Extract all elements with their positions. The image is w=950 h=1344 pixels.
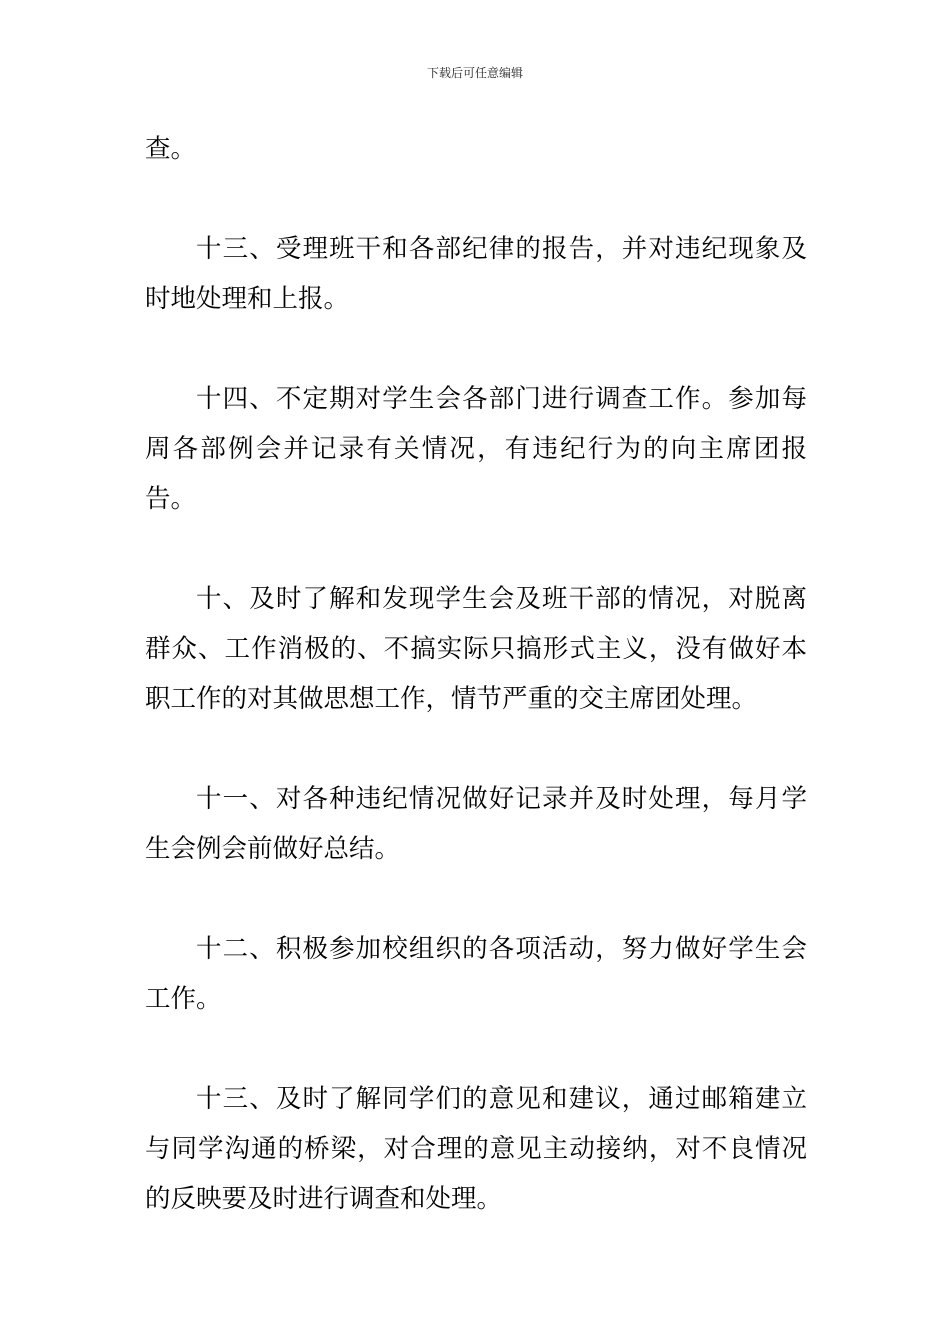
paragraph-gap (145, 324, 807, 374)
paragraph-item-12-activities: 十二、积极参加校组织的各项活动，努力做好学生会工作。 (145, 934, 807, 1014)
paragraph-gap (145, 1024, 807, 1074)
paragraph-item-14-investigation: 十四、不定期对学生会各部门进行调查工作。参加每周各部例会并记录有关情况，有违纪行为的向主席团报告。 (145, 384, 807, 514)
page-header: 下载后可任意编辑 (426, 66, 523, 80)
paragraph-item-13-report: 十三、受理班干和各部纪律的报告，并对违纪现象及时地处理和上报。 (145, 234, 807, 314)
paragraph-item-11-records: 十一、对各种违纪情况做好记录并及时处理，每月学生会例会前做好总结。 (145, 784, 807, 864)
paragraph-gap (145, 524, 807, 574)
document-body (145, 124, 807, 1224)
paragraph-item-10-understanding: 十、及时了解和发现学生会及班干部的情况，对脱离群众、工作消极的、不搞实际只搞形式主义，没有做好本职工作的对其做思想工作，情节严重的交主席团处理。 (145, 584, 807, 714)
paragraph-gap (145, 724, 807, 774)
paragraph-item-13-opinions: 十三、及时了解同学们的意见和建议，通过邮箱建立与同学沟通的桥梁，对合理的意见主动接纳，对不良情况的反映要及时进行调查和处理。 (145, 1084, 807, 1214)
paragraph-gap (145, 874, 807, 924)
paragraph-continuation: 查。 (145, 134, 197, 164)
paragraph-gap (145, 174, 807, 224)
